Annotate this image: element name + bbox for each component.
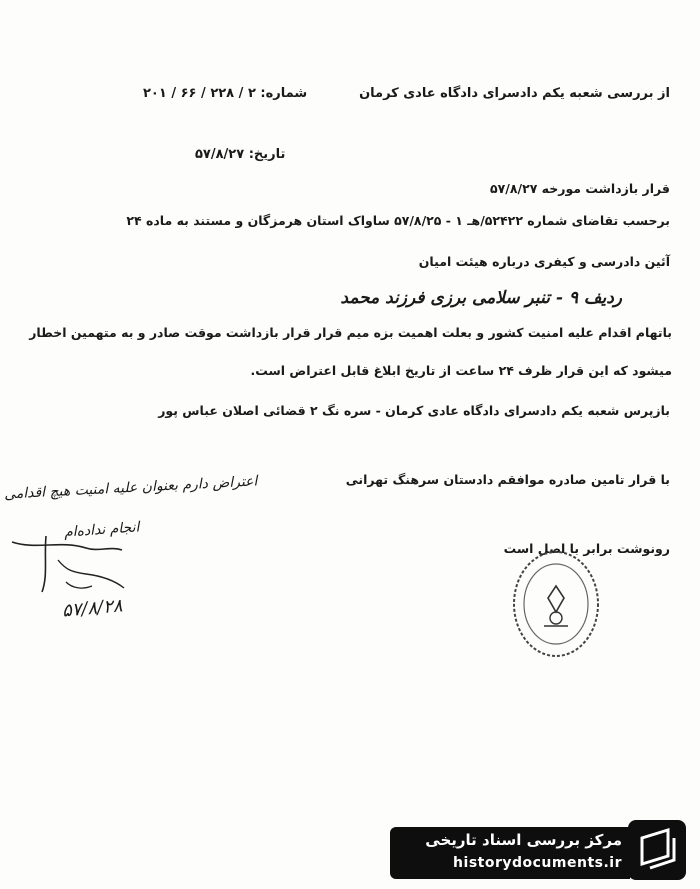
- body-line-1: برحسب تقاضای شماره ۵۲۴۲۲/هـ ۱ - ۵۷/۸/۲۵ ساواک استان هرمزگان و مستند به ماده ۲۴: [126, 213, 670, 228]
- handwritten-date: ۵۷/۸/۲۸: [61, 595, 124, 622]
- document-subject: قرار بازداشت مورخه ۵۷/۸/۲۷: [490, 181, 670, 196]
- handwritten-signature: [6, 530, 136, 600]
- body-line-4: میشود که این قرار ظرف ۲۴ ساعت از تاریخ ابلاغ قابل اعتراض است.: [250, 363, 672, 378]
- seal-stamp-icon: [510, 548, 602, 660]
- handwritten-row: ردیف ۹ - تنبر سلامی برزی فرزند محمد: [340, 288, 622, 308]
- archive-url[interactable]: historydocuments.ir: [453, 855, 622, 871]
- handwritten-objection-1: اعتراض دارم بعنوان علیه امنیت هیچ اقدامی: [3, 473, 258, 503]
- header-number: شماره: ۲ / ۲۲۸ / ۶۶ / ۲۰۱: [143, 86, 308, 101]
- copy-line: رونوشت برابر با اصل است: [503, 541, 670, 556]
- body-line-2: آئین دادرسی و کیفری درباره هیئت امیان: [418, 254, 670, 269]
- approval-line: با قرار تامین صادره موافقم دادستان سرهنگ تهرانی: [345, 472, 670, 487]
- handwritten-objection-2: انجام نداده‌ام: [63, 519, 140, 541]
- archive-footer: [390, 827, 630, 879]
- document-date: تاریخ: ۵۷/۸/۲۷: [195, 147, 286, 162]
- header-from: از بررسی شعبه یکم دادسرای دادگاه عادی کرمان: [359, 86, 670, 101]
- archive-logo-icon: [628, 820, 686, 880]
- signoff-line: بازپرس شعبه یکم دادسرای دادگاه عادی کرمان - سره نگ ۲ قضائی اصلان عباس پور: [158, 403, 670, 418]
- body-line-3: باتهام اقدام علیه امنیت کشور و بعلت اهمیت بزه میم قرار قرار بازداشت موقت صادر و به متهمین اخطار: [29, 325, 672, 340]
- archive-title: مرکز بررسی اسناد تاریخی: [425, 831, 622, 849]
